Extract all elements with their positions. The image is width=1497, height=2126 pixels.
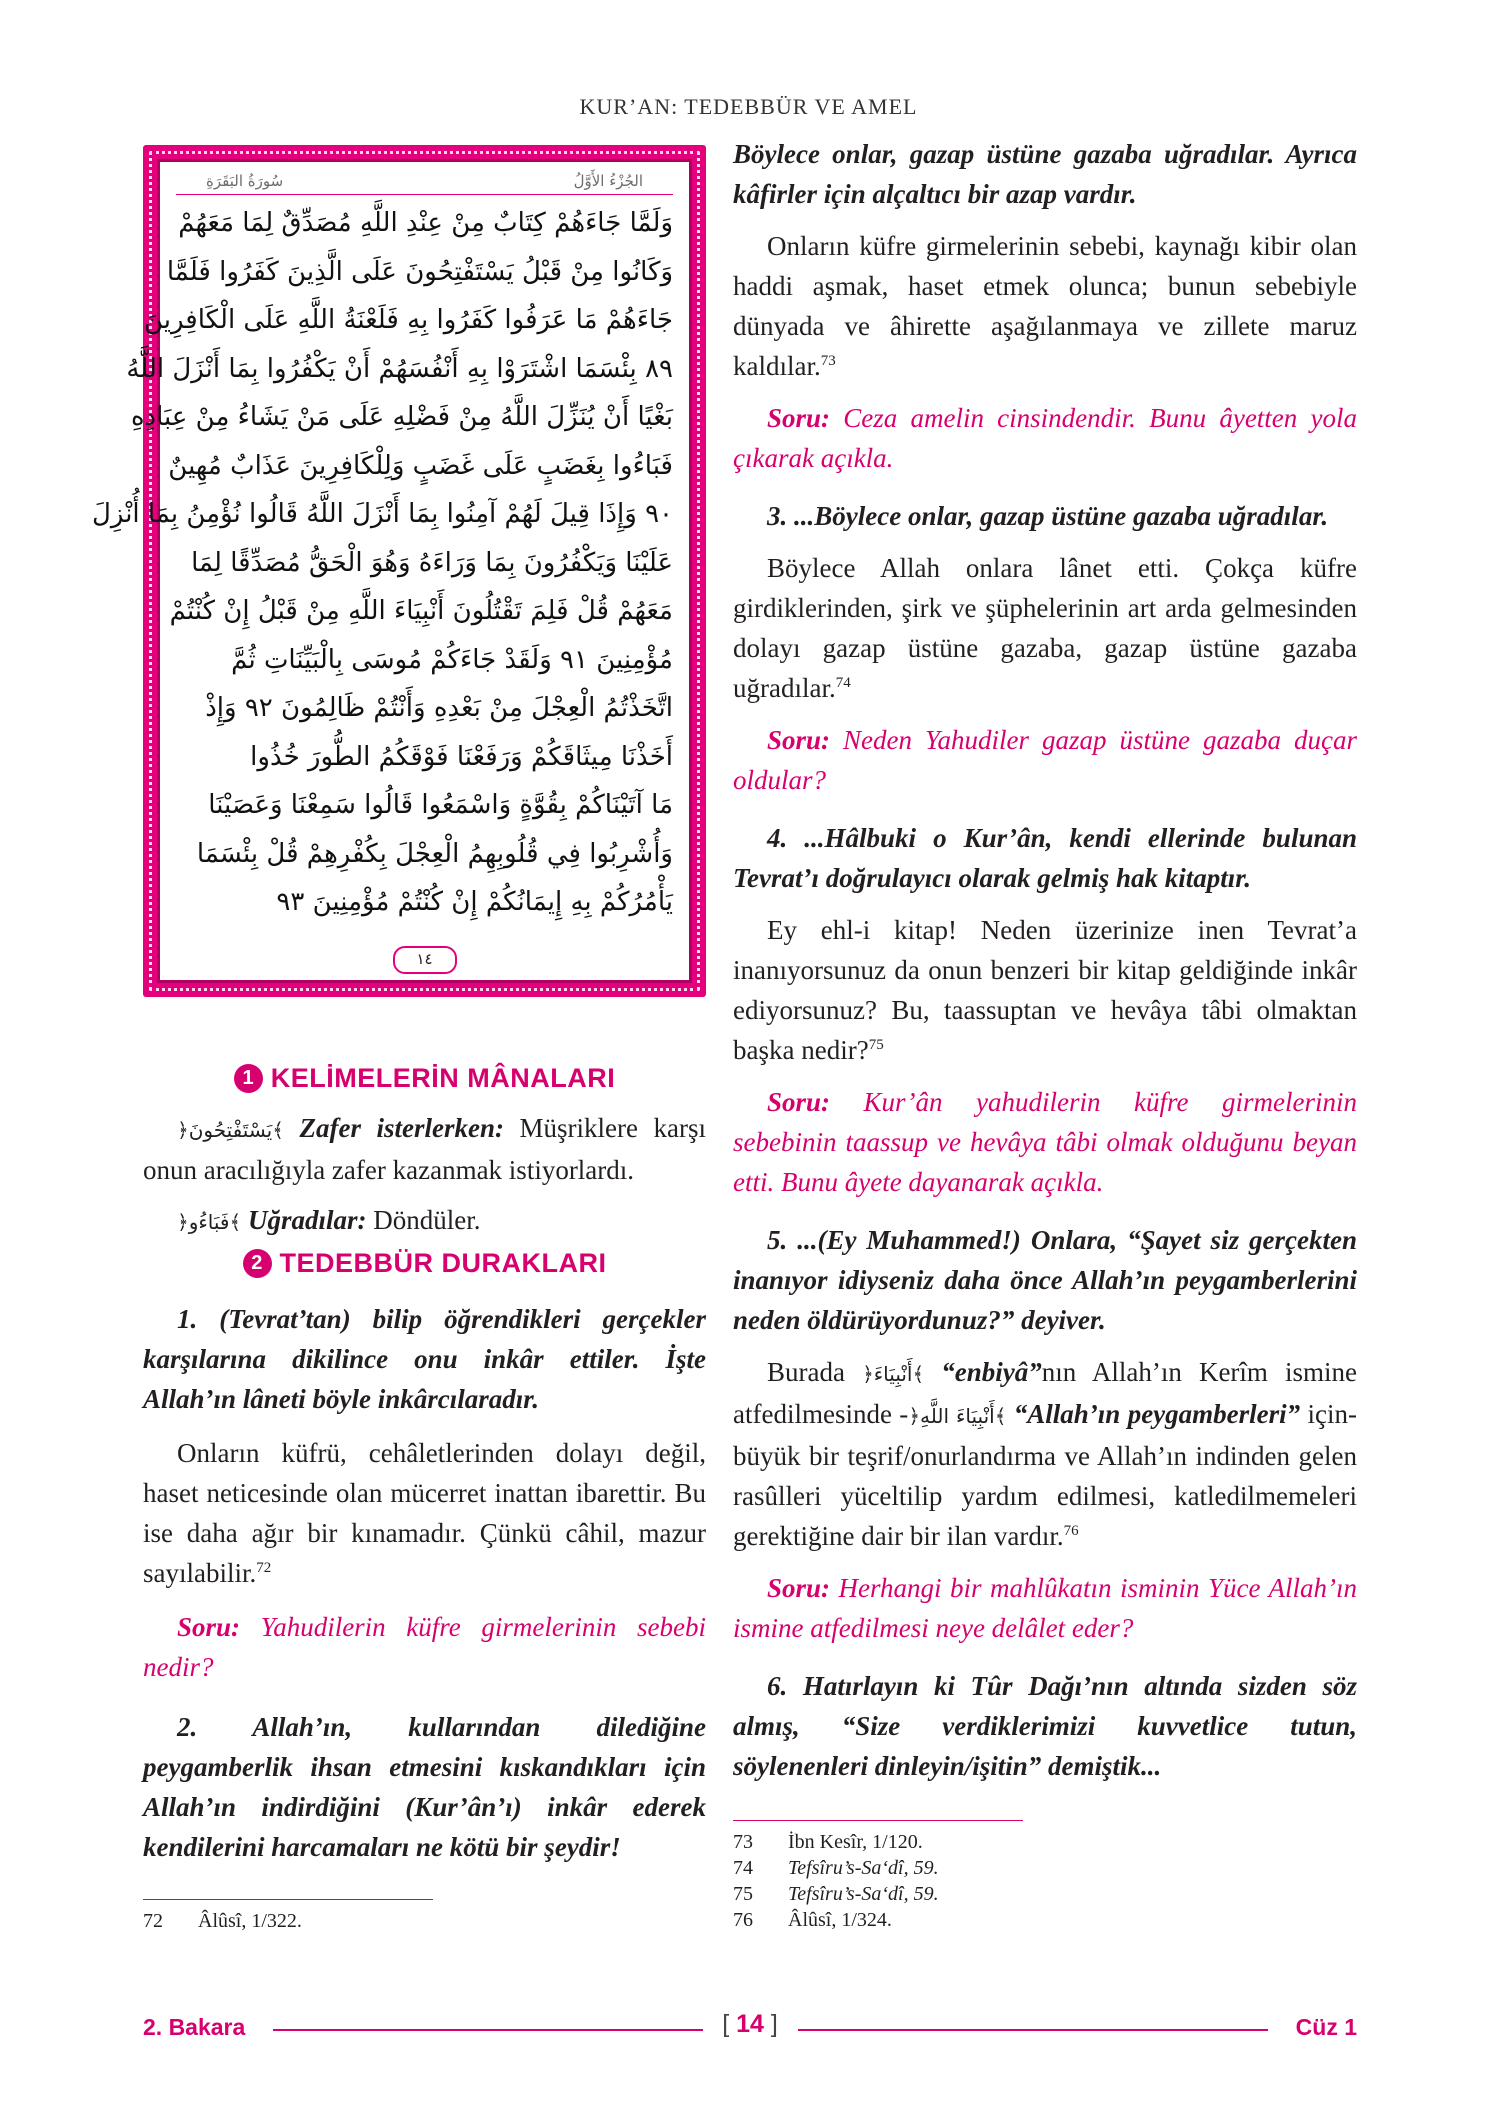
paragraph-text: Onların küfre girmelerinin sebebi, kaynağı kibir olan haddi aşmak, haset etmek olunca; bunun sebebiyle dünyada ve âhirette aşağılanmaya ve zillete maruz kaldılar. xyxy=(733,231,1357,381)
definition-meaning: Döndüler. xyxy=(366,1205,481,1235)
question xyxy=(733,398,1357,478)
paragraph-text: Ey ehl-i kitap! Neden üzerinize inen Tevrat’a inanıyorsunuz da onun benzeri bir kitap geldiğinde inkâr ediyorsunuz? Bu, taassuptan ve hevâya tâbi olmaktan başka nedir? xyxy=(733,915,1357,1065)
question xyxy=(733,1082,1357,1202)
paragraph xyxy=(143,1433,706,1593)
mushaf-line: وَلَمَّا جَاءَهُمْ كِتَابٌ مِنْ عِنْدِ اللَّهِ مُصَدِّقٌ لِمَا مَعَهُمْ xyxy=(178,208,673,238)
footnote xyxy=(733,1829,1357,1855)
footnote-number: 76 xyxy=(733,1909,753,1931)
mushaf-page-number: ١٤ xyxy=(393,946,457,974)
paragraph-text: Burada xyxy=(767,1357,863,1387)
mushaf-juz-label: الجُزْءُ الأَوَّلُ xyxy=(573,172,643,190)
verse-heading: Böylece onlar, gazap üstüne gazaba uğradılar. Ayrıca kâfirler için alçaltıcı bir azap vardır. xyxy=(733,139,1357,209)
footnote-text: Âlûsî, 1/324. xyxy=(788,1909,892,1931)
paragraph xyxy=(733,226,1357,386)
mushaf-line: ٩٠ وَإِذَا قِيلَ لَهُمْ آمِنُوا بِمَا أَنْزَلَ اللَّهُ قَالُوا نُؤْمِنُ بِمَا أُنْزِلَ xyxy=(91,499,673,529)
footnote-ref: 73 xyxy=(820,353,836,369)
page-footer xyxy=(143,2010,1357,2044)
mushaf-surah-label: سُورَةُ البَقَرَةِ xyxy=(206,172,284,190)
paragraph xyxy=(733,548,1357,708)
question-label: Soru: xyxy=(177,1612,241,1642)
mushaf-lines xyxy=(91,199,673,927)
footnote-number: 72 xyxy=(143,1910,163,1932)
mushaf-line: وَأُشْرِبُوا فِي قُلُوبِهِمُ الْعِجْلَ بِكُفْرِهِمْ قُلْ بِئْسَمَا xyxy=(196,838,673,869)
paragraph-text: nın Allah’ın Kerîm ismine atfedilmesinde - xyxy=(733,1357,1357,1429)
footnote-text: Âlûsî, 1/322. xyxy=(198,1910,302,1932)
section-title: KELİMELERİN MÂNALARI xyxy=(270,1063,616,1093)
mushaf-header xyxy=(176,170,673,195)
paragraph-text: Böylece Allah onlara lânet etti. Çokça küfre girdiklerinden, şirk ve şüphelerinin art arda gelmesinden dolayı gazap üstüne gazaba, gazap üstüne gazaba uğradılar. xyxy=(733,553,1357,703)
question-label: Soru: xyxy=(767,403,831,433)
footnote-text: Tefsîru’s-Sa‘dî, 59. xyxy=(788,1883,939,1905)
mushaf-line: وَكَانُوا مِنْ قَبْلُ يَسْتَفْتِحُونَ عَلَى الَّذِينَ كَفَرُوا فَلَمَّا xyxy=(166,256,673,287)
question-text: Neden Yahudiler gazap üstüne gazaba duçar oldular? xyxy=(733,725,1357,795)
footnote-ref: 76 xyxy=(1063,1523,1079,1539)
footnote-text: Tefsîru’s-Sa‘dî, 59. xyxy=(788,1857,939,1879)
mushaf-line: مُؤْمِنِينَ ٩١ وَلَقَدْ جَاءَكُمْ مُوسَى بِالْبَيِّنَاتِ ثُمَّ xyxy=(231,644,673,675)
footer-page-number xyxy=(713,2010,787,2039)
verse-heading: 1. (Tevrat’tan) bilip öğrendikleri gerçekler karşılarına dikilince onu inkâr ettiler. İşte Allah’ın lâneti böyle inkârcılaradır. xyxy=(143,1304,706,1414)
mushaf-page-frame xyxy=(91,145,706,997)
arabic-term: ﴿يَسْتَفْتِحُونَ﴾ xyxy=(177,1118,284,1142)
section-title: TEDEBBÜR DURAKLARI xyxy=(279,1248,607,1278)
bracket-close: ] xyxy=(770,2010,778,2038)
mushaf-line: بَغْيًا أَنْ يُنَزِّلَ اللَّهُ مِنْ فَضْلِهِ عَلَى مَنْ يَشَاءُ مِنْ عِبَادِهِ xyxy=(130,402,673,432)
bracket-open: [ xyxy=(722,2010,730,2038)
definition-meaning: Müşriklere karşı onun aracılığıyla zafer kazanmak istiyorlardı. xyxy=(143,1113,707,1185)
mushaf-line: أَخَذْنَا مِيثَاقَكُمْ وَرَفَعْنَا فَوْقَكُمُ الطُّورَ خُذُوا xyxy=(250,741,673,772)
section-number-badge: 2 xyxy=(243,1249,272,1278)
mushaf-line: عَلَيْنَا وَيَكْفُرُونَ بِمَا وَرَاءَهُ وَهُوَ الْحَقُّ مُصَدِّقًا لِمَا xyxy=(191,547,673,578)
footnote-ref: 72 xyxy=(256,1560,272,1576)
footer-juz: Cüz 1 xyxy=(1295,2014,1357,2040)
question xyxy=(733,720,1357,800)
paragraph xyxy=(733,1352,1357,1556)
mushaf-line: اتَّخَذْتُمُ الْعِجْلَ مِنْ بَعْدِهِ وَأَنْتُمْ ظَالِمُونَ ٩٢ وَإِذْ xyxy=(205,693,673,723)
arabic-term: ﴿أَنْبِيَاءَ﴾ xyxy=(862,1362,925,1386)
emphasis: “Allah’ın peygamberleri” xyxy=(1006,1399,1301,1429)
footer-surah: 2. Bakara xyxy=(143,2014,246,2040)
section-heading-reflection xyxy=(143,1248,706,1279)
running-head: KUR’AN: TEDEBBÜR VE AMEL xyxy=(579,94,918,119)
arabic-term: ﴿فَبَاءُو﴾ xyxy=(177,1210,242,1234)
mushaf-line: ٨٩ بِئْسَمَا اشْتَرَوْا بِهِ أَنْفُسَهُمْ أَنْ يَكْفُرُوا بِمَا أَنْزَلَ اللَّهُ xyxy=(126,353,673,384)
mushaf-text-area xyxy=(91,159,692,983)
paragraph xyxy=(733,910,1357,1070)
footer-rule-right xyxy=(798,2029,1268,2031)
question-label: Soru: xyxy=(767,1573,831,1603)
footer-rule-left xyxy=(273,2029,703,2031)
question-text: Kur’ân yahudilerin küfre girmelerinin sebebinin taassup ve hevâya tâbi olmak olduğunu beyan etti. Bunu âyete dayanarak açıkla. xyxy=(733,1087,1357,1197)
definition-term: Zafer isterlerken: xyxy=(299,1113,504,1143)
verse-heading: 5. ...(Ey Muhammed!) Onlara, “Şayet siz gerçekten inanıyor idiyseniz daha önce Allah’ın peygamberlerini neden öldürüyordunuz?” deyiver. xyxy=(733,1225,1357,1335)
footnote xyxy=(733,1881,1357,1907)
mushaf-line: مَعَهُمْ قُلْ فَلِمَ تَقْتُلُونَ أَنْبِيَاءَ اللَّهِ مِنْ قَبْلُ إِنْ كُنْتُمْ xyxy=(169,596,673,626)
question-label: Soru: xyxy=(767,1087,831,1117)
question xyxy=(733,1568,1357,1648)
paragraph-text: için- büyük bir teşrif/onurlandırma ve Allah’ın indinden gelen rasûlleri yüceltilip yardım edilmesi, katledilmemeleri gerektiğine dair bir ilan vardır. xyxy=(733,1399,1358,1551)
word-definition xyxy=(143,1200,706,1242)
mushaf-line: فَبَاءُوا بِغَضَبٍ عَلَى غَضَبٍ وَلِلْكَافِرِينَ عَذَابٌ مُهِينٌ xyxy=(168,450,673,481)
emphasis: “enbiyâ” xyxy=(924,1357,1042,1387)
footnote xyxy=(733,1855,1357,1881)
verse-heading: 4. ...Hâlbuki o Kur’ân, kendi ellerinde bulunan Tevrat’ı doğrulayıcı olarak gelmiş hak kitaptır. xyxy=(733,823,1357,893)
footnote xyxy=(733,1907,1357,1933)
footnote-number: 74 xyxy=(733,1857,753,1879)
question xyxy=(143,1607,706,1687)
mushaf-line: مَا آتَيْنَاكُمْ بِقُوَّةٍ وَاسْمَعُوا قَالُوا سَمِعْنَا وَعَصَيْنَا xyxy=(208,790,673,820)
footnote-number: 75 xyxy=(733,1883,753,1905)
question-text: Ceza amelin cinsindendir. Bunu âyetten yola çıkarak açıkla. xyxy=(733,403,1357,473)
footnote-number: 73 xyxy=(733,1831,753,1853)
verse-heading: 6. Hatırlayın ki Tûr Dağı’nın altında sizden söz almış, “Size verdiklerimizi kuvvetlice tutun, söylenenleri dinleyin/işitin” demiştik... xyxy=(733,1671,1357,1781)
question-text: Herhangi bir mahlûkatın isminin Yüce Allah’ın ismine atfedilmesi neye delâlet eder? xyxy=(733,1573,1357,1643)
mushaf-line: جَاءَهُمْ مَا عَرَفُوا كَفَرُوا بِهِ فَلَعْنَةُ اللَّهِ عَلَى الْكَافِرِينَ xyxy=(143,305,673,335)
section-heading-words xyxy=(143,1063,706,1094)
question-label: Soru: xyxy=(767,725,831,755)
footnote-ref: 75 xyxy=(868,1037,884,1053)
footnote-ref: 74 xyxy=(835,675,851,691)
page-number: 14 xyxy=(736,2010,764,2038)
verse-heading: 2. Allah’ın, kullarından dilediğine peygamberlik ihsan etmesini kıskandıkları için Allah’ın indirdiğini (Kur’ân’ı) inkâr ederek kendilerini harcamaları ne kötü bir şeydir! xyxy=(143,1712,706,1862)
paragraph-text: Onların küfrü, cehâletlerinden dolayı değil, haset neticesinde olan mücerret inattan ibarettir. Bu ise daha ağır bir kınamadır. Çünkü câhil, mazur sayılabilir. xyxy=(143,1438,706,1588)
section-number-badge: 1 xyxy=(234,1064,263,1093)
word-definition xyxy=(143,1108,706,1190)
left-column xyxy=(91,145,707,1934)
arabic-term: ﴿أَنْبِيَاءَ اللَّهِ﴾ xyxy=(908,1404,1007,1428)
question-text: Yahudilerin küfre girmelerinin sebebi nedir? xyxy=(143,1612,706,1682)
definition-term: Uğradılar: xyxy=(247,1205,367,1235)
footnote-text: İbn Kesîr, 1/120. xyxy=(788,1831,923,1853)
verse-heading: 3. ...Böylece onlar, gazap üstüne gazaba uğradılar. xyxy=(767,501,1329,531)
footnote xyxy=(143,1908,706,1934)
mushaf-line: يَأْمُرُكُمْ بِهِ إِيمَانُكُمْ إِنْ كُنْتُمْ مُؤْمِنِينَ ٩٣ xyxy=(276,887,673,917)
right-column xyxy=(733,134,1357,1933)
